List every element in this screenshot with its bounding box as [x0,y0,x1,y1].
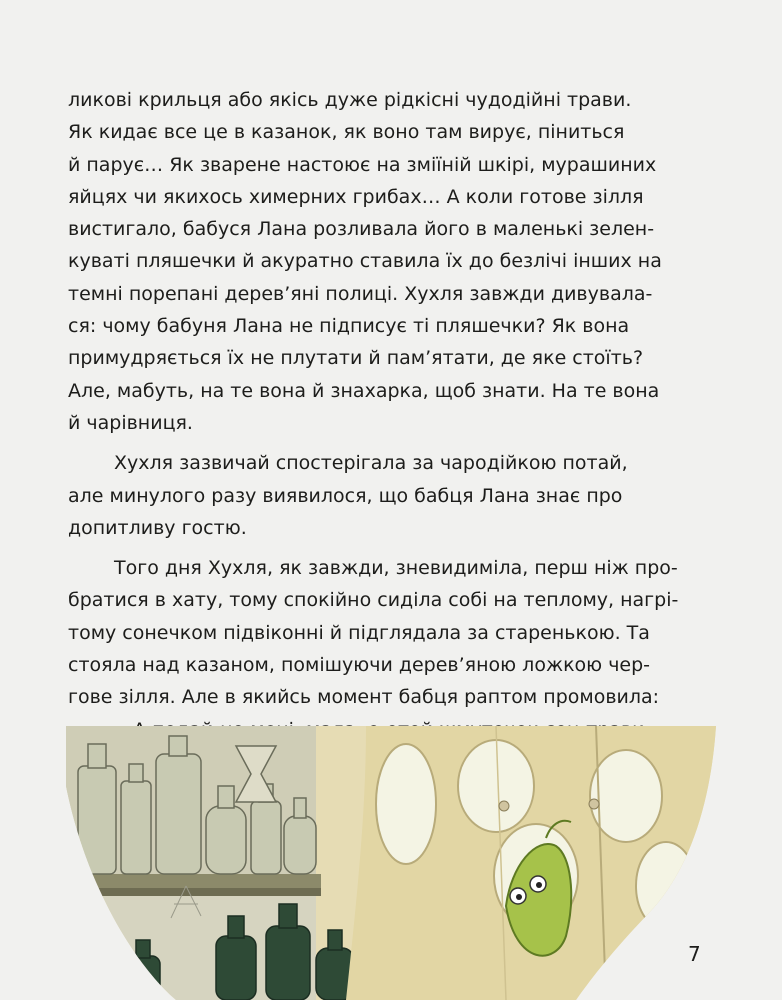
paragraph-1 [68,84,713,439]
text-line: гове зілля. Але в якийсь момент бабця раптом промовила: [68,686,660,709]
text-line: але минулого разу виявилося, що бабця Лана знає про [68,484,623,507]
text-line: братися в хату, тому спокійно сиділа собі на теплому, нагрі- [68,589,679,612]
page-number: 7 [688,942,701,966]
text-line: ся: чому бабуня Лана не підписує ті пляшечки? Як вона [68,315,630,338]
text-line: стояла над казаном, помішуючи дерев’яною ложкою чер- [68,654,651,677]
text-line: ликові крильця або якісь дуже рідкісні чудодійні трави. [68,89,632,111]
text-line: й чарівниця. [68,411,193,434]
text-line: Хухля зазвичай спостерігала за чародійкою потай, [114,452,628,475]
text-line: примудряється їх не плутати й пам’ятати, де яке стоїть? [68,347,644,370]
text-line: темні порепані дерев’яні полиці. Хухля завжди дивувала- [68,282,653,305]
illustration-shelves-window [66,726,716,1000]
text-line: й парує… Як зварене настоює на зміїній шкірі, мурашиних [68,153,657,176]
text-line: Але, мабуть, на те вона й знахарка, щоб знати. На те вона [68,379,660,402]
text-line: Як кидає все це в казанок, як воно там вирує, піниться [68,121,625,144]
paragraph-2 [68,447,713,544]
text-line: тому сонечком підвіконні й підглядала за старенькою. Та [68,621,650,644]
text-line: яйцях чи якихось химерних грибах… А коли готове зілля [68,185,644,208]
illustration-art [66,726,716,1000]
text-line: допитливу гостю. [68,516,247,539]
text-line: Того дня Хухля, як завжди, зневидиміла, перш ніж про- [114,557,678,580]
text-line: вистигало, бабуся Лана розливала його в маленькі зелен- [68,218,655,241]
body-text [68,84,713,786]
text-line: куваті пляшечки й акуратно ставила їх до безлічі інших на [68,250,662,273]
